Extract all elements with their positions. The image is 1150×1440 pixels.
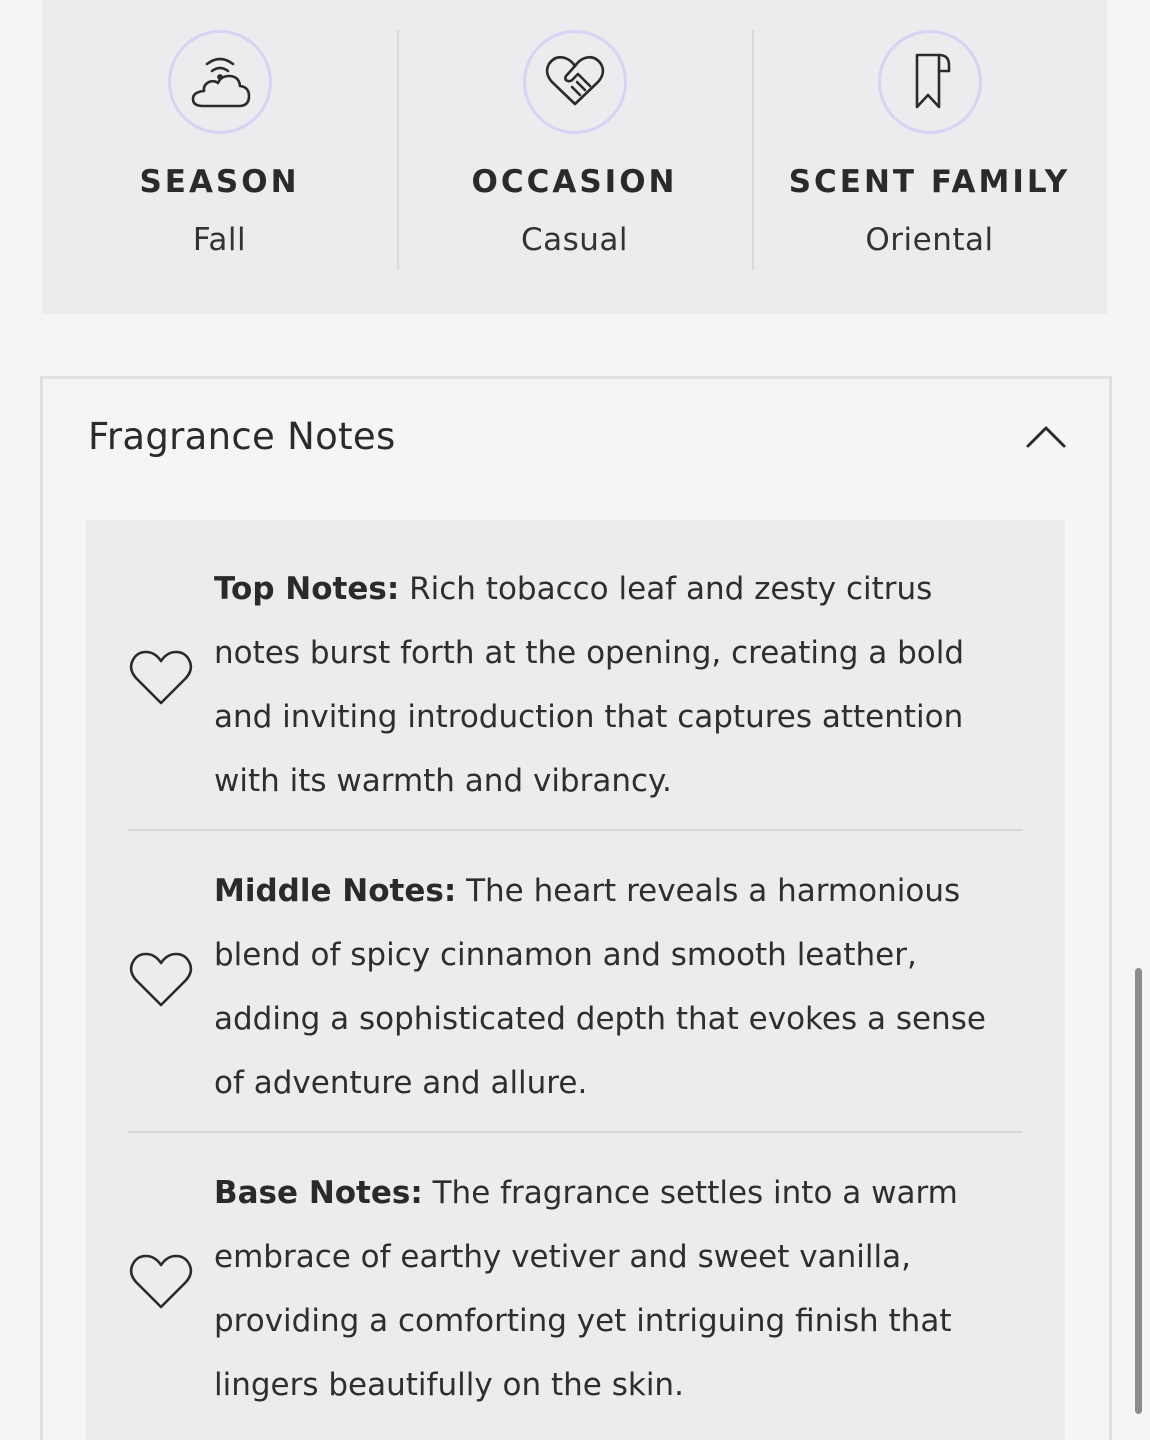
note-text xyxy=(214,859,1014,1115)
accordion-title: Fragrance Notes xyxy=(88,415,396,458)
note-divider xyxy=(128,829,1023,831)
heart-icon[interactable] xyxy=(128,1253,194,1311)
attribute-occasion xyxy=(397,0,752,314)
note-label: Middle Notes: xyxy=(214,873,457,909)
attribute-value: Casual xyxy=(520,222,629,258)
attribute-label: SEASON xyxy=(139,164,300,200)
attribute-scent-family xyxy=(752,0,1107,314)
notes-list xyxy=(86,520,1065,1440)
attribute-season xyxy=(42,0,397,314)
note-description: The heart reveals a harmonious blend of spicy cinnamon and smooth leather, adding a sophisticated depth that evokes a sense of adventure and allure. xyxy=(214,873,986,1101)
attribute-value: Oriental xyxy=(865,222,994,258)
note-base xyxy=(128,1161,1023,1431)
cloud-icon xyxy=(168,30,272,134)
note-middle xyxy=(128,859,1023,1129)
heart-icon[interactable] xyxy=(128,951,194,1009)
note-top xyxy=(128,557,1023,827)
note-description: Rich tobacco leaf and zesty citrus notes burst forth at the opening, creating a bold and inviting introduction that captures attention with its warmth and vibrancy. xyxy=(214,571,965,799)
scrollbar[interactable] xyxy=(1135,968,1142,1414)
note-label: Top Notes: xyxy=(214,571,400,607)
note-divider xyxy=(128,1131,1023,1133)
fragrance-attributes xyxy=(42,0,1107,314)
attribute-value: Fall xyxy=(192,222,247,258)
fragrance-notes-accordion xyxy=(40,376,1112,1440)
note-label: Base Notes: xyxy=(214,1175,423,1211)
note-description: The fragrance settles into a warm embrace of earthy vetiver and sweet vanilla, providing a comforting yet intriguing finish that lingers beautifully on the skin. xyxy=(214,1175,958,1403)
accordion-header[interactable] xyxy=(43,379,1109,519)
bookmark-icon xyxy=(878,30,982,134)
handshake-heart-icon xyxy=(523,30,627,134)
note-text xyxy=(214,557,1014,813)
note-text xyxy=(214,1161,1014,1417)
chevron-up-icon[interactable] xyxy=(1021,417,1071,457)
attribute-label: SCENT FAMILY xyxy=(788,164,1071,200)
heart-icon[interactable] xyxy=(128,649,194,707)
attribute-label: OCCASION xyxy=(471,164,678,200)
